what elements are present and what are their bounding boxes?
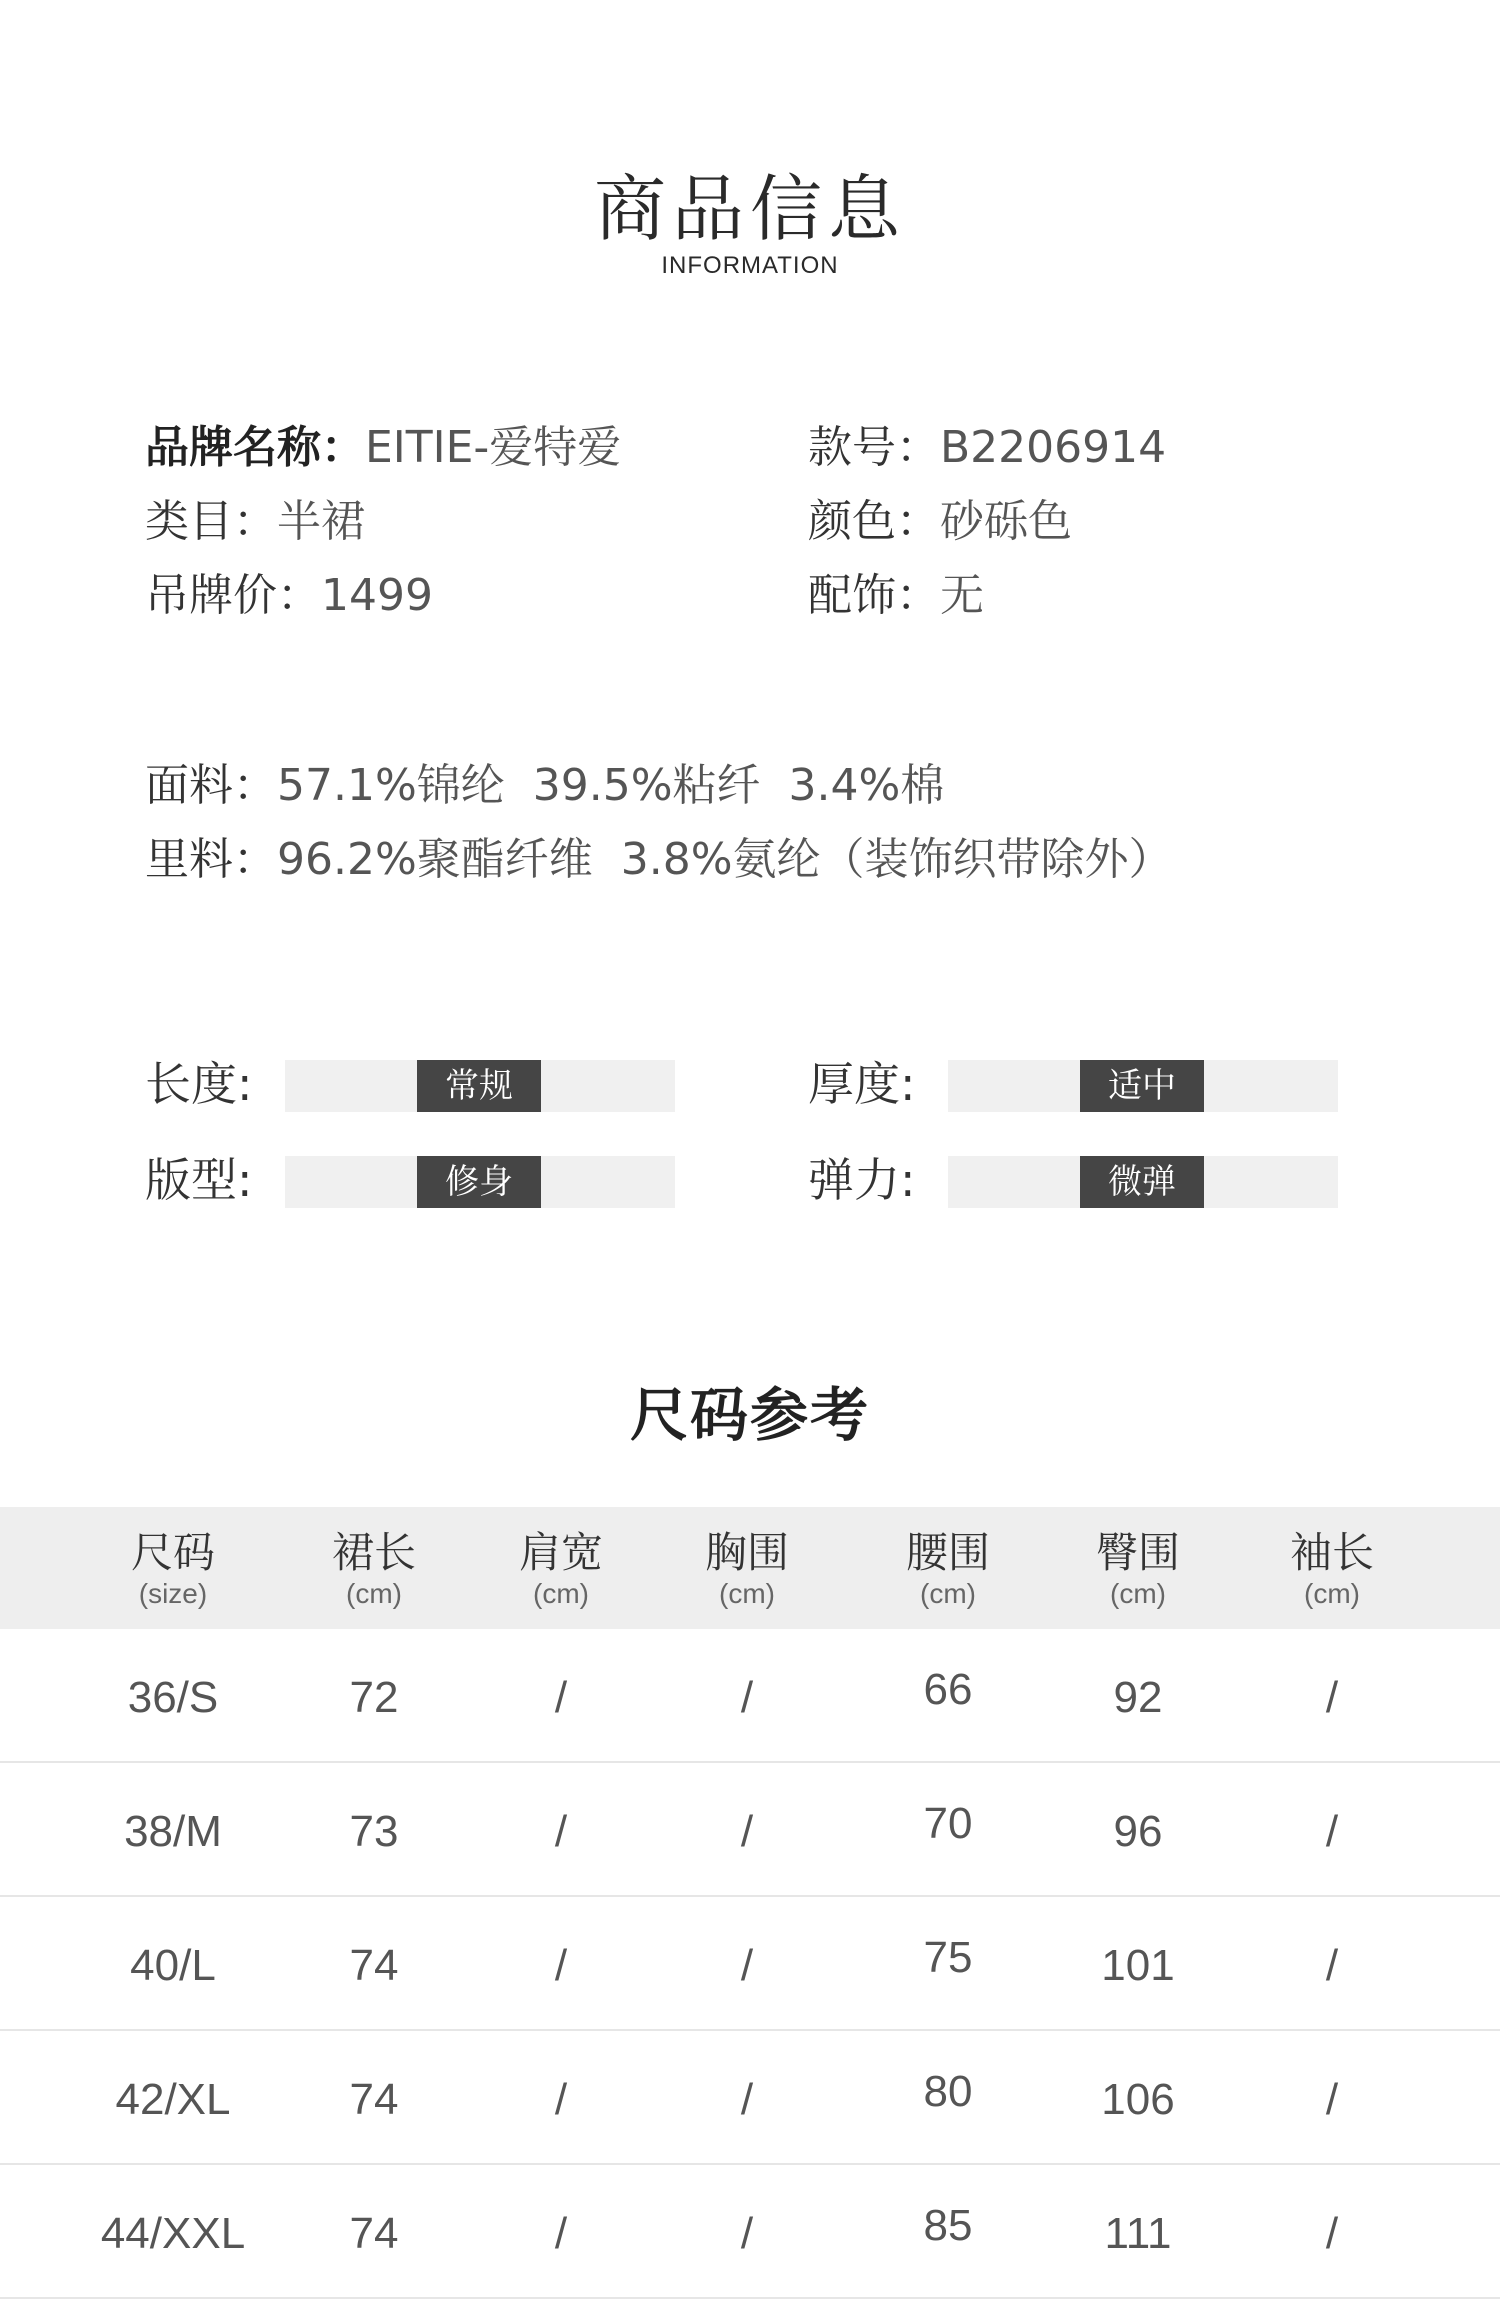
length-attribute bbox=[145, 1057, 685, 1112]
table-cell: / bbox=[554, 2075, 568, 2124]
table-cell: 38/M bbox=[124, 1807, 222, 1856]
table-cell: / bbox=[554, 1807, 568, 1856]
table-cell: / bbox=[1325, 1673, 1339, 1722]
page-subtitle: INFORMATION bbox=[661, 252, 839, 279]
table-cell: 36/S bbox=[127, 1673, 219, 1722]
lining-fabric-value: 96.2%聚酯纤维 3.8%氨纶（装饰织带除外） bbox=[277, 834, 1173, 885]
lining-fabric-label: 里料： bbox=[145, 834, 277, 885]
thickness-label: 厚度: bbox=[808, 1057, 916, 1111]
table-row bbox=[0, 1763, 1500, 1897]
color-row bbox=[808, 492, 1072, 552]
size-table bbox=[0, 1507, 1500, 2299]
table-cell: / bbox=[1325, 2075, 1339, 2124]
table-cell: 106 bbox=[1101, 2075, 1175, 2124]
table-row bbox=[0, 1629, 1500, 1763]
column-header-shoulder: 肩宽 (cm) bbox=[518, 1528, 603, 1609]
table-cell: 80 bbox=[923, 2067, 973, 2116]
table-cell: / bbox=[740, 1673, 754, 1722]
accessory-label: 配饰： bbox=[808, 570, 940, 621]
fit-label: 版型: bbox=[145, 1153, 253, 1207]
table-cell: 44/XXL bbox=[100, 2209, 246, 2258]
table-cell: 74 bbox=[349, 2209, 399, 2258]
table-cell: 96 bbox=[1113, 1807, 1163, 1856]
column-header-chest: 胸围 (cm) bbox=[704, 1528, 789, 1609]
brand-label: 品牌名称： bbox=[145, 422, 365, 473]
table-cell: 73 bbox=[349, 1807, 399, 1856]
stretch-label: 弹力: bbox=[808, 1153, 916, 1207]
thickness-indicator: 适中 bbox=[1080, 1060, 1204, 1112]
style-no-label: 款号： bbox=[808, 422, 940, 473]
size-chart-title: 尺码参考 bbox=[629, 1381, 870, 1449]
table-row bbox=[0, 2165, 1500, 2299]
price-row bbox=[145, 566, 433, 626]
fit-scale bbox=[285, 1156, 675, 1208]
accessory-row bbox=[808, 566, 984, 626]
table-cell: 101 bbox=[1101, 1941, 1175, 1990]
price-value: 1499 bbox=[321, 570, 433, 621]
table-cell: / bbox=[740, 2209, 754, 2258]
table-cell: 92 bbox=[1113, 1673, 1163, 1722]
table-row bbox=[0, 2031, 1500, 2165]
table-cell: 74 bbox=[349, 2075, 399, 2124]
table-cell: / bbox=[740, 2075, 754, 2124]
outer-fabric-row bbox=[145, 756, 944, 816]
brand-value: EITIE-爱特爱 bbox=[365, 422, 622, 473]
table-cell: / bbox=[740, 1941, 754, 1990]
accessory-value: 无 bbox=[940, 570, 984, 621]
thickness-scale bbox=[948, 1060, 1338, 1112]
column-header-skirt-length: 裙长 (cm) bbox=[331, 1528, 416, 1609]
price-label: 吊牌价： bbox=[145, 570, 321, 621]
length-label: 长度: bbox=[145, 1057, 253, 1111]
stretch-indicator: 微弹 bbox=[1080, 1156, 1204, 1208]
table-cell: / bbox=[554, 1673, 568, 1722]
table-cell: / bbox=[554, 2209, 568, 2258]
table-cell: 75 bbox=[923, 1933, 973, 1982]
color-label: 颜色： bbox=[808, 496, 940, 547]
size-table-header bbox=[0, 1507, 1500, 1629]
thickness-attribute bbox=[808, 1057, 1348, 1112]
category-row bbox=[145, 492, 365, 552]
outer-fabric-value: 57.1%锦纶 39.5%粘纤 3.4%棉 bbox=[277, 760, 945, 811]
length-scale bbox=[285, 1060, 675, 1112]
column-header-hip: 臀围 (cm) bbox=[1095, 1528, 1180, 1609]
page-title: 商品信息 bbox=[593, 167, 906, 251]
stretch-attribute bbox=[808, 1153, 1348, 1208]
column-header-size: 尺码 (size) bbox=[130, 1528, 215, 1609]
table-cell: / bbox=[1325, 2209, 1339, 2258]
category-label: 类目： bbox=[145, 496, 277, 547]
style-no-row bbox=[808, 418, 1166, 478]
length-indicator: 常规 bbox=[417, 1060, 541, 1112]
table-cell: 42/XL bbox=[115, 2075, 231, 2124]
brand-row bbox=[145, 418, 621, 478]
fit-attribute bbox=[145, 1153, 685, 1208]
table-cell: / bbox=[1325, 1807, 1339, 1856]
table-cell: 111 bbox=[1104, 2209, 1172, 2258]
table-row bbox=[0, 1897, 1500, 2031]
table-cell: 70 bbox=[923, 1799, 973, 1848]
table-cell: / bbox=[1325, 1941, 1339, 1990]
table-cell: 85 bbox=[923, 2201, 973, 2250]
table-cell: / bbox=[740, 1807, 754, 1856]
fit-indicator: 修身 bbox=[417, 1156, 541, 1208]
table-cell: 40/L bbox=[130, 1941, 216, 1990]
style-no-value: B2206914 bbox=[940, 422, 1167, 473]
outer-fabric-label: 面料： bbox=[145, 760, 277, 811]
column-header-waist: 腰围 (cm) bbox=[905, 1528, 990, 1609]
lining-fabric-row bbox=[145, 830, 1173, 890]
table-cell: 66 bbox=[923, 1665, 973, 1714]
table-cell: 74 bbox=[349, 1941, 399, 1990]
category-value: 半裙 bbox=[277, 496, 365, 547]
color-value: 砂砾色 bbox=[940, 496, 1072, 547]
stretch-scale bbox=[948, 1156, 1338, 1208]
table-cell: 72 bbox=[349, 1673, 399, 1722]
column-header-sleeve: 袖长 (cm) bbox=[1289, 1528, 1374, 1609]
table-cell: / bbox=[554, 1941, 568, 1990]
